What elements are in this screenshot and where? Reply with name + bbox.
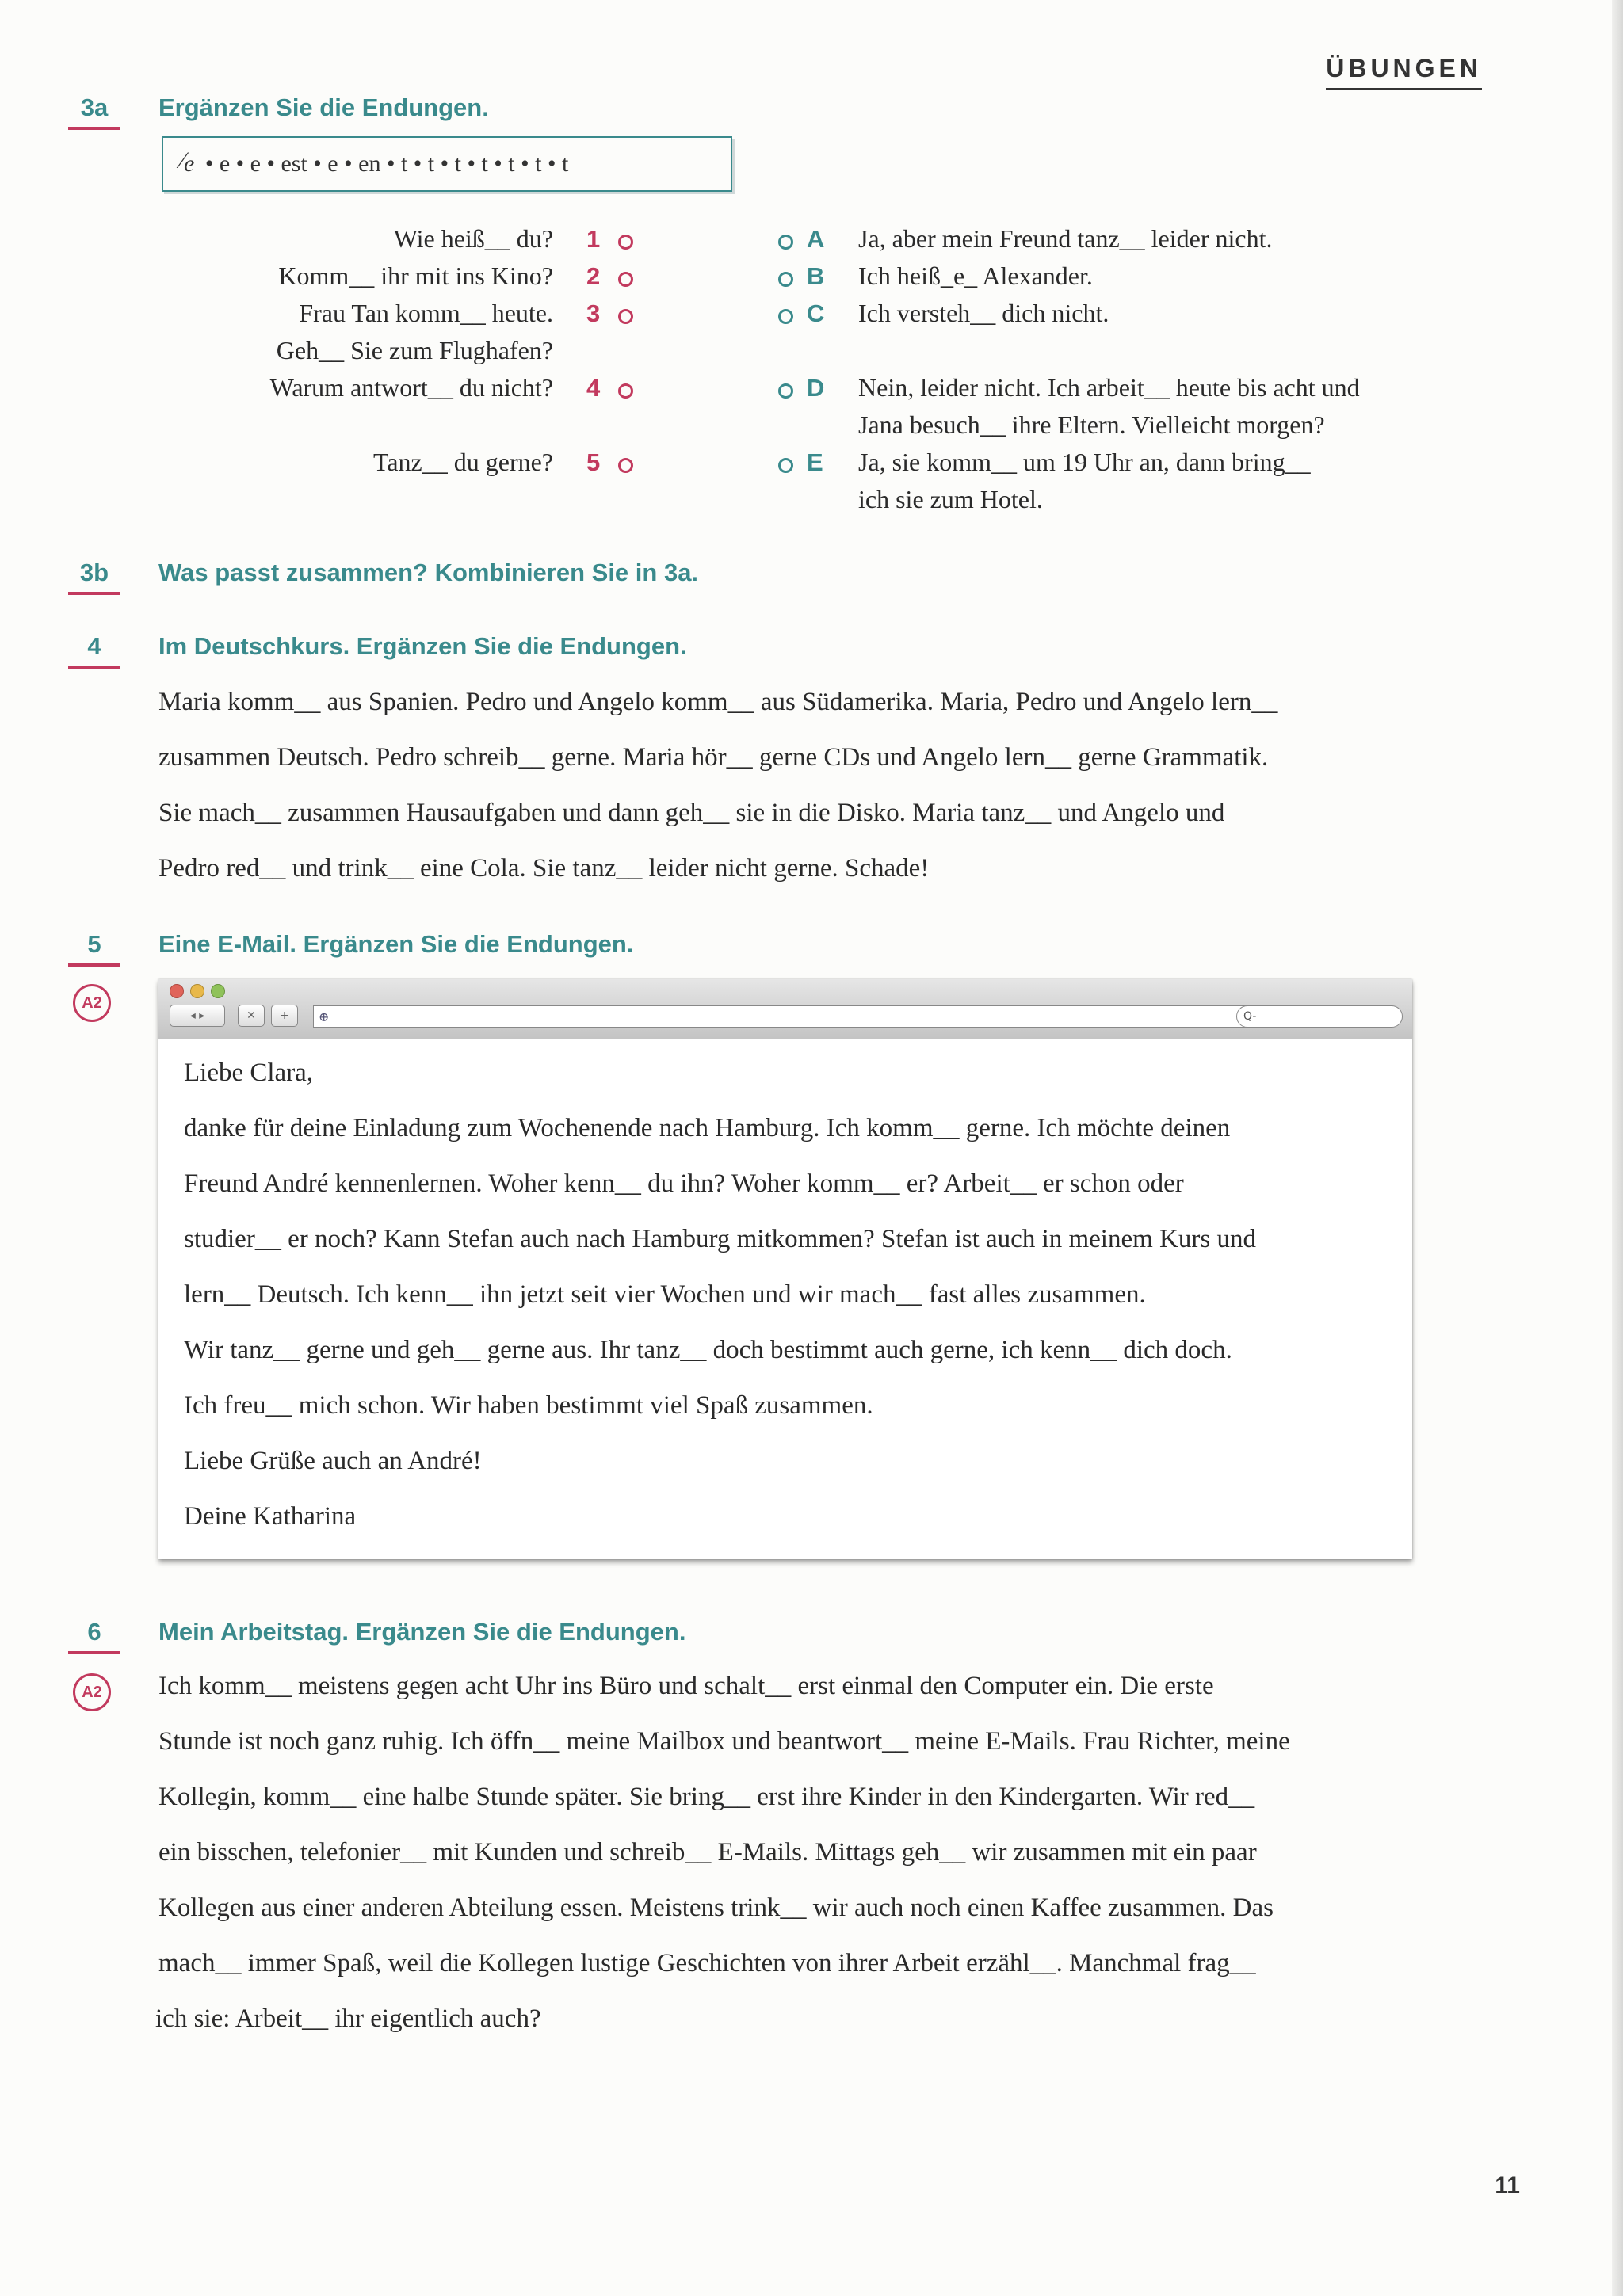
exercise-title-3b: Was passt zusammen? Kombinieren Sie in 3a. [158, 559, 699, 586]
exercise-title-4: Im Deutschkurs. Ergänzen Sie die Endungen. [158, 632, 687, 660]
globe-icon: ⊕ [319, 1011, 330, 1024]
exercise-number-4: 4 [68, 632, 120, 669]
minimize-window-icon[interactable] [190, 984, 204, 998]
text-line: ich sie: Arbeit__ ihr eigentlich auch? [155, 2004, 541, 2033]
question-line: Wie heiß__ du? [393, 224, 553, 253]
answer-circle[interactable] [778, 309, 793, 324]
answer-text: Ich versteh__ dich nicht. [858, 299, 1109, 327]
text-line: mach__ immer Spaß, weil die Kollegen lustige Geschichten von ihrer Arbeit erzähl__. Manchmal frag__ [158, 1949, 1256, 1978]
search-field[interactable] [1236, 1005, 1403, 1028]
answer-letter: A [807, 225, 825, 253]
answer-circle[interactable] [618, 383, 633, 399]
page-number: 11 [1495, 2172, 1520, 2199]
text-line: Kollegen aus einer anderen Abteilung essen. Meistens trink__ wir auch noch einen Kaffee zusammen. Das [158, 1894, 1274, 1922]
text-line: Kollegin, komm__ eine halbe Stunde später. Sie bring__ erst ihre Kinder in den Kindergarten. Wir red__ [158, 1783, 1255, 1811]
question-line: Komm__ ihr mit ins Kino? [278, 261, 553, 290]
question-number: 2 [586, 262, 601, 290]
address-bar[interactable] [313, 1005, 1386, 1028]
answer-text: Ja, sie komm__ um 19 Uhr an, dann bring__ [858, 448, 1311, 476]
answer-text: Nein, leider nicht. Ich arbeit__ heute bis acht und [858, 373, 1360, 402]
crossed-out-example-e: e ⁄ [181, 147, 195, 177]
answer-text: Ja, aber mein Freund tanz__ leider nicht. [858, 224, 1273, 253]
question-line: Tanz__ du gerne? [373, 448, 553, 476]
exercise-number-5: 5 [68, 930, 120, 967]
text-line: Pedro red__ und trink__ eine Cola. Sie tanz__ leider nicht gerne. Schade! [158, 854, 930, 883]
question-number: 3 [586, 299, 601, 327]
answer-circle[interactable] [778, 458, 793, 473]
text-line: zusammen Deutsch. Pedro schreib__ gerne. Maria hör__ gerne CDs und Angelo lern__ gerne Grammatik. [158, 743, 1269, 772]
question-number: 5 [586, 448, 601, 476]
maximize-window-icon[interactable] [211, 984, 225, 998]
level-badge: A2 [73, 1673, 111, 1711]
add-tab-icon[interactable]: + [271, 1005, 298, 1027]
email-line: Wir tanz__ gerne und geh__ gerne aus. Ihr tanz__ doch bestimmt auch gerne, ich kenn__ dich doch. [184, 1336, 1232, 1364]
email-line: Freund André kennenlernen. Woher kenn__ du ihn? Woher komm__ er? Arbeit__ er schon oder [184, 1169, 1184, 1198]
exercise-title-3a: Ergänzen Sie die Endungen. [158, 93, 489, 121]
answer-letter: D [807, 374, 825, 402]
page-edge-shadow [1612, 0, 1623, 2296]
section-header: ÜBUNGEN [1326, 54, 1482, 90]
question-number: 1 [586, 225, 601, 253]
answer-circle[interactable] [618, 309, 633, 324]
endings-text: e • e • est • e • en • t • t • t • t • t • t • t [219, 151, 569, 177]
exercise-title-5: Eine E-Mail. Ergänzen Sie die Endungen. [158, 930, 634, 958]
email-line: Ich freu__ mich schon. Wir haben bestimmt viel Spaß zusammen. [184, 1391, 873, 1420]
answer-circle[interactable] [778, 383, 793, 399]
exercise-number-3a: 3a [68, 93, 120, 130]
answer-letter: E [807, 448, 823, 476]
answer-circle[interactable] [618, 272, 633, 287]
exercise-number-6: 6 [68, 1618, 120, 1654]
text-line: Ich komm__ meistens gegen acht Uhr ins Büro und schalt__ erst einmal den Computer ein. Die erste [158, 1672, 1214, 1700]
stop-icon[interactable]: ✕ [238, 1005, 265, 1027]
answer-circle[interactable] [778, 272, 793, 287]
back-forward-icon[interactable]: ◂ ▸ [170, 1005, 225, 1027]
answer-text: Jana besuch__ ihre Eltern. Vielleicht morgen? [858, 410, 1325, 439]
answer-letter: B [807, 262, 825, 290]
answer-text: ich sie zum Hotel. [858, 485, 1043, 513]
browser-toolbar [158, 979, 1412, 1039]
answer-circle[interactable] [618, 235, 633, 250]
level-badge: A2 [73, 984, 111, 1022]
email-line: Liebe Clara, [184, 1058, 314, 1087]
email-line: studier__ er noch? Kann Stefan auch nach Hamburg mitkommen? Stefan ist auch in meinem Kurs und [184, 1225, 1256, 1253]
close-window-icon[interactable] [170, 984, 184, 998]
answer-text: Ich heiß_e_ Alexander. [858, 261, 1093, 290]
question-line: Warum antwort__ du nicht? [269, 373, 553, 402]
answer-circle[interactable] [778, 235, 793, 250]
endings-box [162, 136, 732, 192]
email-line: Liebe Grüße auch an André! [184, 1447, 482, 1475]
exercise-title-6: Mein Arbeitstag. Ergänzen Sie die Endungen. [158, 1618, 686, 1646]
endings-list: • [199, 151, 220, 177]
question-number: 4 [586, 374, 601, 402]
text-line: Maria komm__ aus Spanien. Pedro und Angelo komm__ aus Südamerika. Maria, Pedro und Angelo lern__ [158, 688, 1278, 716]
search-icon: Q- [1243, 1010, 1257, 1023]
question-line: Geh__ Sie zum Flughafen? [276, 336, 553, 364]
answer-letter: C [807, 299, 825, 327]
text-line: ein bisschen, telefonier__ mit Kunden und schreib__ E-Mails. Mittags geh__ wir zusammen mit ein paar [158, 1838, 1257, 1867]
email-line: lern__ Deutsch. Ich kenn__ ihn jetzt seit vier Wochen und wir mach__ fast alles zusammen. [184, 1280, 1146, 1309]
answer-circle[interactable] [618, 458, 633, 473]
exercise-number-3b: 3b [68, 559, 120, 595]
text-line: Sie mach__ zusammen Hausaufgaben und dann geh__ sie in die Disko. Maria tanz__ und Angelo und [158, 799, 1225, 827]
email-window [158, 979, 1412, 1559]
question-line: Frau Tan komm__ heute. [299, 299, 553, 327]
email-line: danke für deine Einladung zum Wochenende nach Hamburg. Ich komm__ gerne. Ich möchte deinen [184, 1114, 1231, 1142]
email-line: Deine Katharina [184, 1502, 357, 1531]
text-line: Stunde ist noch ganz ruhig. Ich öffn__ meine Mailbox und beantwort__ meine E-Mails. Frau Richter, meine [158, 1727, 1290, 1756]
